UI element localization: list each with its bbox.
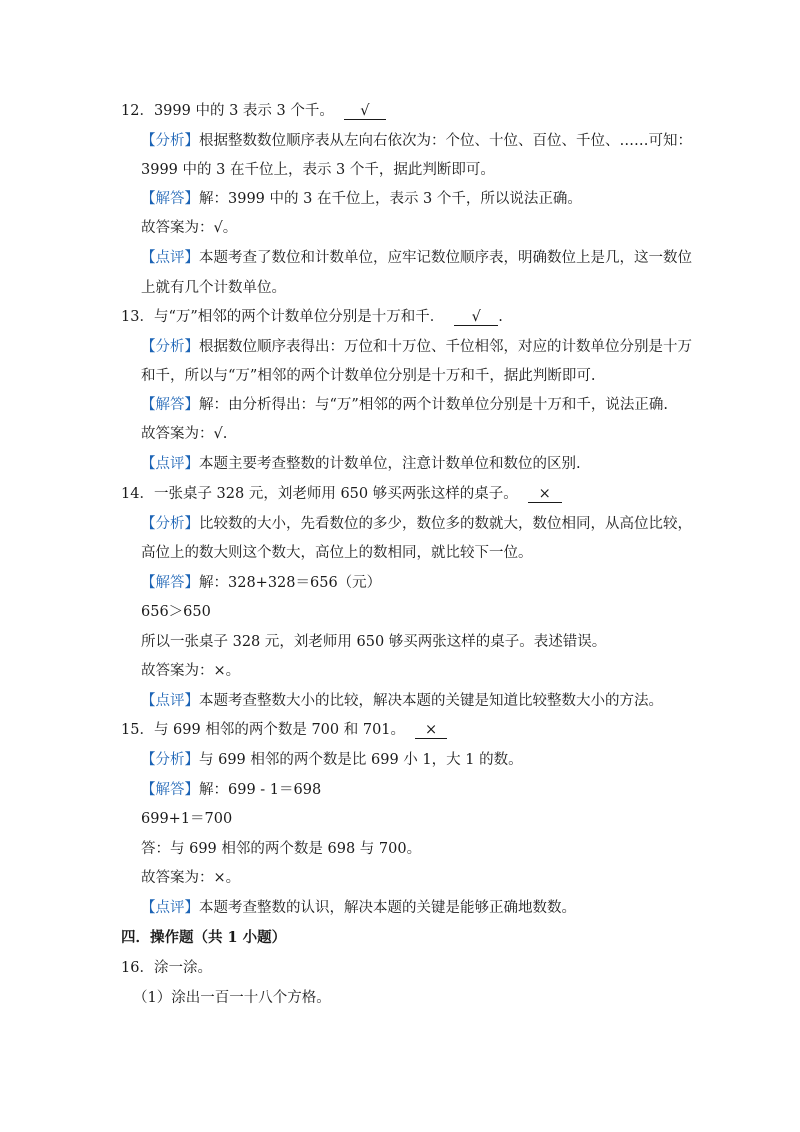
analysis-tag: 【分析】 [141, 516, 199, 532]
comment-tag: 【点评】 [141, 693, 199, 709]
q14-analysis-l2: 高位上的数大则这个数大，高位上的数相同，就比较下一位。 [141, 545, 533, 561]
q12-question: 12．3999 中的 3 表示 3 个千。 √ [121, 101, 386, 121]
q15-solution-l2: 699+1＝700 [141, 811, 233, 827]
q14-answer-blank: × [528, 486, 562, 503]
q12-comment-l2: 上就有几个计数单位。 [141, 280, 286, 296]
q15-answer-blank: × [415, 722, 447, 739]
q12-analysis-l2: 3999 中的 3 在千位上，表示 3 个千，据此判断即可。 [141, 162, 495, 178]
q13-solution: 【解答】解：由分析得出：与“万”相邻的两个计数单位分别是十万和千，说法正确. [141, 397, 668, 413]
q12-final: 故答案为：√。 [141, 220, 238, 236]
q14-solution-l3: 所以一张桌子 328 元，刘老师用 650 够买两张这样的桌子。表述错误。 [141, 634, 607, 650]
q15-solution-l1: 【解答】解：699 - 1＝698 [141, 782, 322, 798]
analysis-tag: 【分析】 [141, 339, 199, 355]
q13-question: 13．与“万”相邻的两个计数单位分别是十万和千． √ . [121, 309, 503, 325]
section-heading: 四．操作题（共 1 小题） [121, 929, 287, 946]
q15-solution-l3: 答：与 699 相邻的两个数是 698 与 700。 [141, 841, 422, 857]
q14-solution-l2: 656＞650 [141, 604, 211, 620]
q12-analysis-l1: 【分析】根据整数数位顺序表从左向右依次为：个位、十位、百位、千位、……可知： [141, 133, 692, 149]
analysis-tag: 【分析】 [141, 752, 199, 768]
analysis-tag: 【分析】 [141, 133, 199, 149]
q13-comment: 【点评】本题主要考查整数的计数单位，注意计数单位和数位的区别. [141, 456, 581, 472]
q14-final: 故答案为：×。 [141, 663, 241, 679]
q12-answer-blank: √ [344, 103, 386, 120]
q15-question: 15．与 699 相邻的两个数是 700 和 701。 × [121, 720, 447, 740]
q14-analysis-l1: 【分析】比较数的大小，先看数位的多少，数位多的数就大，数位相同，从高位比较， [141, 516, 692, 532]
q13-final: 故答案为：√. [141, 426, 228, 442]
solution-tag: 【解答】 [141, 575, 199, 591]
q15-comment: 【点评】本题考查整数的认识，解决本题的关键是能够正确地数数。 [141, 900, 576, 916]
q14-solution-l1: 【解答】解：328+328＝656（元） [141, 575, 382, 591]
q13-answer-blank: √ [454, 309, 498, 326]
q12-comment-l1: 【点评】本题考查了数位和计数单位，应牢记数位顺序表，明确数位上是几，这一数位 [141, 250, 692, 266]
comment-tag: 【点评】 [141, 250, 199, 266]
q12-solution: 【解答】解：3999 中的 3 在千位上，表示 3 个千，所以说法正确。 [141, 191, 582, 207]
q16-question: 16．涂一涂。 [121, 960, 212, 976]
q16-part1: （1）涂出一百一十八个方格。 [133, 990, 331, 1006]
q14-comment: 【点评】本题考查整数大小的比较，解决本题的关键是知道比较整数大小的方法。 [141, 693, 663, 709]
comment-tag: 【点评】 [141, 456, 199, 472]
solution-tag: 【解答】 [141, 397, 199, 413]
comment-tag: 【点评】 [141, 900, 199, 916]
solution-tag: 【解答】 [141, 191, 199, 207]
solution-tag: 【解答】 [141, 782, 199, 798]
q14-question: 14．一张桌子 328 元，刘老师用 650 够买两张这样的桌子。 × [121, 484, 562, 504]
q15-analysis: 【分析】与 699 相邻的两个数是比 699 小 1，大 1 的数。 [141, 752, 523, 768]
q13-analysis-l2: 和千，所以与“万”相邻的两个计数单位分别是十万和千，据此判断即可. [141, 368, 596, 384]
q13-analysis-l1: 【分析】根据数位顺序表得出：万位和十万位、千位相邻，对应的计数单位分别是十万 [141, 339, 692, 355]
q15-final: 故答案为：×。 [141, 870, 241, 886]
